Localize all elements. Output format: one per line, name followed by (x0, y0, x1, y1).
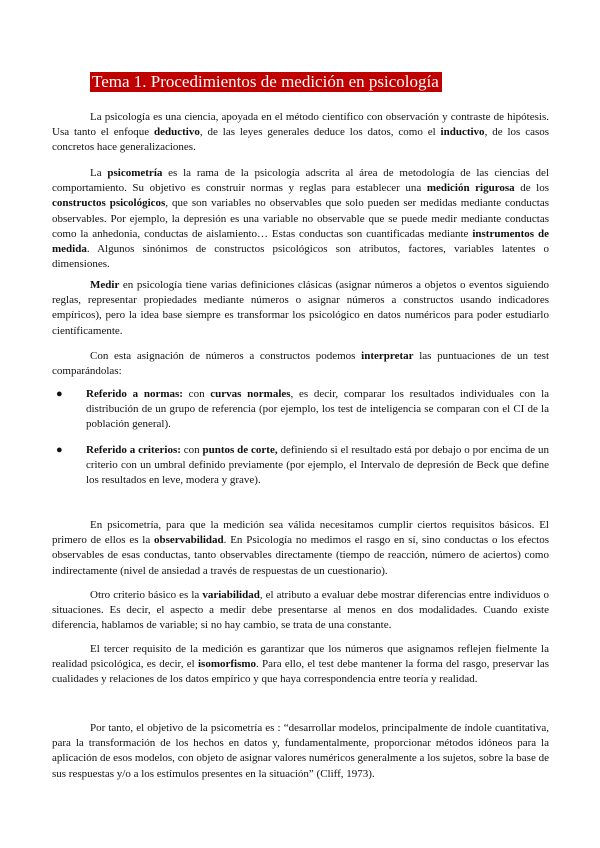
bold-term-instrumentos: instrumentos de medida (52, 227, 549, 256)
paragraph-isomorfismo (52, 642, 549, 688)
text-run: definiendo si el resultado está por debajo o por encima de un criterio con un umbral definido previamente (por ejemplo, el Intervalo de depresión de Beck que define los resultados en leve, modera y grave). (86, 444, 549, 487)
text-run: La (90, 167, 108, 179)
bold-term-normas: Referido a normas: (86, 388, 183, 400)
bold-term-medir: Medir (90, 279, 120, 291)
paragraph-observabilidad (52, 518, 549, 579)
text-run: Por tanto, el objetivo de la psicometría es : “desarrollar modelos, principalmente de índole cuantitativa, para la transformación de los hechos en datos y, fundamentalmente, proporcionar métodos idóneos para la aplicación de esos modelos, con objeto de asignar valores numéricos generalmente a los sujetos, sobre la base de sus respuestas y/o a los estímulos presentes en la situación” (Cliff, 1973). (52, 722, 549, 780)
text-run: , que son variables no observables que solo pueden ser medidas mediante conductas observables. Por ejemplo, la depresión es una variable no observable que se puede medir mediante conductas como la anhedonia, conductas de aislamiento… Estas conductas son cuantificadas mediante (52, 197, 550, 240)
paragraph-variabilidad (52, 588, 549, 634)
text-run: con (182, 388, 211, 400)
text-run: . En Psicología no medimos el rasgo en sí, sino conductas o los efectos observables de esas conductas, tanto observables directamente (tiempo de reacción, número de aciertos) como indirectamente (nivel de ansiedad a través de respuestas de un cuestionario). (52, 534, 549, 577)
bullet-item-normas (56, 387, 550, 433)
paragraph-interpretar (52, 349, 549, 379)
text-run: El tercer requisito de la medición es garantizar que los números que asignamos reflejen fielmente la realidad psicológica, es decir, el (52, 643, 549, 671)
bullet-item-criterios (56, 443, 549, 489)
text-run: de los (514, 182, 550, 195)
page-title: Tema 1. Procedimientos de medición en psicología (90, 72, 442, 92)
text-run: , es decir, comparar los resultados individuales con la distribución de un grupo de referencia (por ejemplo, los test de inteligencia se comparan con el CI de la población general). (86, 388, 550, 431)
text-run: con (180, 444, 203, 456)
bold-term-constructos: constructos psicológicos (52, 197, 166, 210)
bold-term-puntos-corte: puntos de corte, (202, 444, 278, 456)
bold-term-observabilidad: observabilidad (153, 534, 224, 547)
paragraph-psicometria (52, 166, 549, 272)
text-run: , de los casos concretos hace generalizaciones. (52, 126, 550, 154)
text-run: , de las leyes generales deduce los datos, como el (199, 126, 441, 139)
text-run: . Para ello, el test debe mantener la forma del rasgo, preservar las cualidades y relaciones de los datos empírico y que haya correspondencia entre teoría y realidad. (52, 658, 549, 686)
bold-term-deductivo: deductivo (154, 126, 200, 139)
text-run: En psicometría, para que la medición sea válida necesitamos cumplir ciertos requisitos básicos. El primero de ellos es la (52, 519, 549, 547)
text-run: en psicología tiene varias definiciones clásicas (asignar números a objetos o eventos siguiendo reglas, representar propiedades mediante números o asignar números a constructos usando indicadores empíricos), pero la idea base siempre es transformar los psicológico en datos numéricos para poder estudiarlo científicamente. (52, 279, 549, 337)
text-run: Con esta asignación de números a constructos podemos (90, 350, 362, 362)
paragraph-intro (52, 110, 549, 156)
text-run: La psicología es una ciencia, apoyada en el método científico con observación y contraste de hipótesis. Usa tanto el enfoque (52, 111, 549, 139)
text-run: Otro criterio básico es la (90, 589, 203, 601)
bullet-icon: ● (56, 388, 63, 400)
title-block (90, 72, 442, 92)
bold-term-isomorfismo: isomorfismo (197, 658, 257, 671)
text-run: , el atributo a evaluar debe mostrar diferencias entre individuos o situaciones. Es decir, el aspecto a medir debe presentarse al menos en dos modalidades. Cuando existe diferencia, hablamos de variable; si no hay cambio, se trata de una constante. (52, 589, 549, 632)
paragraph-medir (52, 278, 549, 339)
paragraph-objetivo-quote (52, 721, 549, 782)
bullet-icon: ● (56, 444, 63, 456)
text-run: es la rama de la psicología adscrita al área de metodología de las ciencias del comportamiento. Su objetivo es construir normas y reglas para establecer una (52, 167, 549, 195)
bold-term-psicometria: psicometría (107, 167, 163, 179)
bold-term-variabilidad: variabilidad (202, 589, 260, 601)
bold-term-criterios: Referido a criterios: (86, 444, 181, 456)
bold-term-medicion-rigurosa: medición rigurosa (426, 182, 515, 195)
bold-term-curvas: curvas normales (210, 388, 291, 400)
bold-term-inductivo: inductivo (440, 126, 485, 139)
text-run: . Algunos sinónimos de constructos psicológicos son atributos, factores, variables latentes o dimensiones. (52, 243, 549, 271)
text-run: las puntuaciones de un test comparándolas: (52, 350, 550, 378)
bold-term-interpretar: interpretar (361, 350, 414, 362)
